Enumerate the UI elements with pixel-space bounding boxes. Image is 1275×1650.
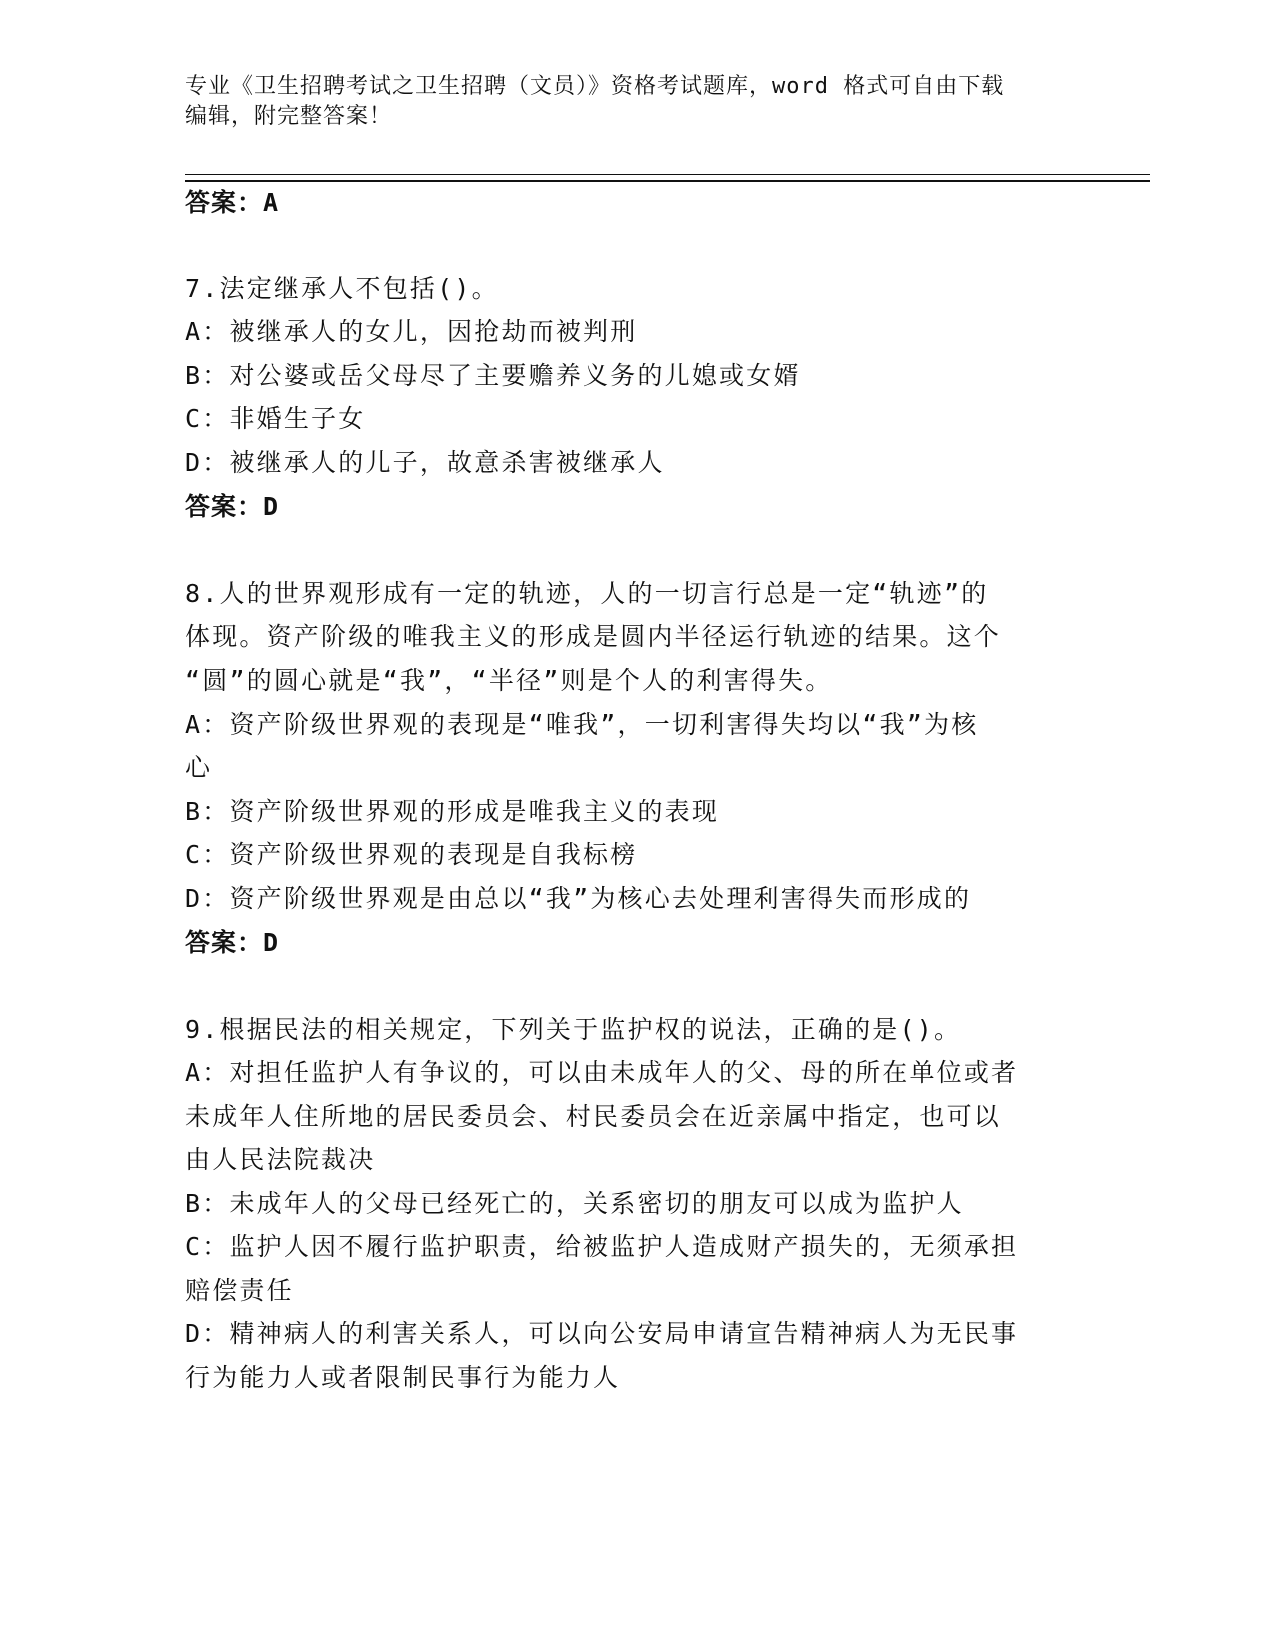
question-9-option-a-continued-1: 未成年人住所地的居民委员会、村民委员会在近亲属中指定，也可以 — [185, 1102, 1002, 1131]
document-header — [185, 72, 1065, 132]
question-8-stem-line-3: “圆”的圆心就是“我”，“半径”则是个人的利害得失。 — [185, 666, 833, 695]
question-7-option-b: B：对公婆或岳父母尽了主要赡养义务的儿媳或女婿 — [185, 361, 801, 390]
question-9-stem: 9.根据民法的相关规定，下列关于监护权的说法，正确的是()。 — [185, 1015, 962, 1044]
question-8-option-c: C：资产阶级世界观的表现是自我标榜 — [185, 840, 638, 869]
header-line-2: 编辑，附完整答案！ — [185, 104, 393, 129]
question-9-option-c: C：监护人因不履行监护职责，给被监护人造成财产损失的，无须承担 — [185, 1232, 1019, 1261]
question-8-answer: 答案：D — [185, 928, 280, 957]
question-8-option-b: B：资产阶级世界观的形成是唯我主义的表现 — [185, 797, 720, 826]
question-9-option-b: B：未成年人的父母已经死亡的，关系密切的朋友可以成为监护人 — [185, 1189, 964, 1218]
header-divider-thick — [185, 180, 1150, 182]
header-divider-thin — [185, 174, 1150, 175]
question-9-option-c-continued: 赔偿责任 — [185, 1276, 294, 1305]
question-7-answer: 答案：D — [185, 492, 280, 521]
question-7-option-a: A：被继承人的女儿，因抢劫而被判刑 — [185, 317, 638, 346]
question-8-stem-line-1: 8.人的世界观形成有一定的轨迹，人的一切言行总是一定“轨迹”的 — [185, 579, 989, 608]
question-8-stem-line-2: 体现。资产阶级的唯我主义的形成是圆内半径运行轨迹的结果。这个 — [185, 622, 1002, 651]
question-7-option-d: D：被继承人的儿子，故意杀害被继承人 — [185, 448, 665, 477]
question-8-option-a-continued: 心 — [185, 753, 213, 782]
question-8-option-d: D：资产阶级世界观是由总以“我”为核心去处理利害得失而形成的 — [185, 884, 972, 913]
question-8-option-a: A：资产阶级世界观的表现是“唯我”，一切利害得失均以“我”为核 — [185, 710, 979, 739]
answer-previous: 答案：A — [185, 188, 280, 217]
question-9-option-a: A：对担任监护人有争议的，可以由未成年人的父、母的所在单位或者 — [185, 1058, 1019, 1087]
question-7-stem: 7.法定继承人不包括()。 — [185, 274, 499, 303]
question-9-option-d: D：精神病人的利害关系人，可以向公安局申请宣告精神病人为无民事 — [185, 1319, 1019, 1348]
question-9-option-d-continued: 行为能力人或者限制民事行为能力人 — [185, 1363, 621, 1392]
question-9-option-a-continued-2: 由人民法院裁决 — [185, 1145, 376, 1174]
question-7-option-c: C：非婚生子女 — [185, 404, 366, 433]
header-line-1: 专业《卫生招聘考试之卫生招聘（文员）》资格考试题库，word 格式可自由下载 — [185, 74, 1005, 99]
